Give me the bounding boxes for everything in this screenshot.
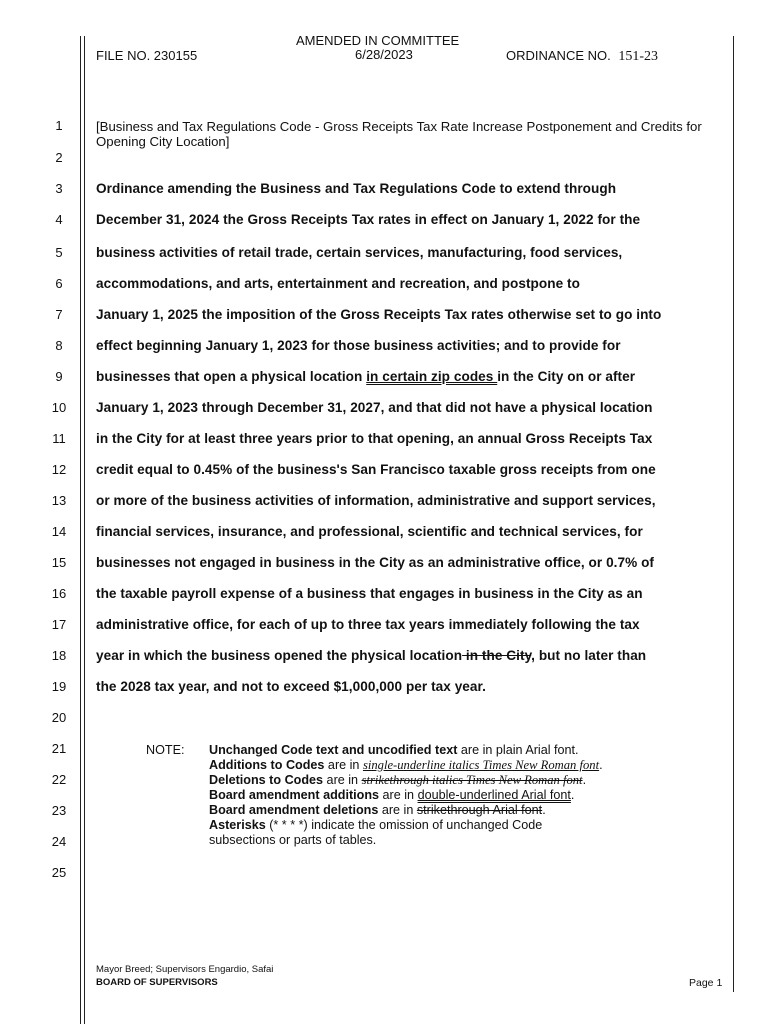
line-number: 4: [55, 212, 63, 227]
left-margin-rule-outer: [80, 36, 81, 1024]
left-margin-rule-inner: [84, 36, 85, 1024]
body-line-16: the taxable payroll expense of a business that engages in business in the City as an: [96, 586, 643, 601]
line-number: 23: [51, 803, 67, 818]
line-number: 14: [51, 524, 67, 539]
line-number: 18: [51, 648, 67, 663]
line-number: 19: [51, 679, 67, 694]
note-row-asterisks-cont: subsections or parts of tables.: [209, 833, 377, 847]
note-row-unchanged: Unchanged Code text and uncodified text are in plain Arial font.: [209, 743, 579, 757]
ordinance-number-label: ORDINANCE NO.: [506, 48, 611, 63]
line-number: 7: [55, 307, 63, 322]
amendment-addition-zip-codes: in certain zip codes: [366, 369, 498, 384]
ordinance-title: [Business and Tax Regulations Code - Gross Receipts Tax Rate Increase Postponement and Credits for Opening City Location]: [96, 119, 702, 149]
amended-in-committee: AMENDED IN COMMITTEE: [296, 33, 460, 48]
note-row-asterisks: Asterisks (* * * *) indicate the omission of unchanged Code: [209, 818, 543, 832]
line-number: 22: [51, 772, 67, 787]
right-margin-rule: [733, 36, 734, 992]
note-row-additions: Additions to Codes are in single-underline italics Times New Roman font.: [209, 758, 603, 772]
line-number: 15: [51, 555, 67, 570]
line-number: 17: [51, 617, 67, 632]
line-number: 3: [55, 181, 63, 196]
line-number: 5: [55, 245, 63, 260]
line-number: 24: [51, 834, 67, 849]
line-number: 1: [55, 118, 63, 133]
body-line-7: January 1, 2025 the imposition of the Gross Receipts Tax rates otherwise set to go into: [96, 307, 662, 322]
body-line-19: the 2028 tax year, and not to exceed $1,000,000 per tax year.: [96, 679, 486, 694]
note-row-board-deletions: Board amendment deletions are in strikethrough Arial font.: [209, 803, 546, 817]
page-number: Page 1: [689, 977, 723, 989]
body-line-18-c: , but no later than: [531, 648, 647, 663]
ordinance-number: [506, 48, 658, 65]
note-label: NOTE:: [146, 743, 185, 757]
body-line-4: December 31, 2024 the Gross Receipts Tax rates in effect on January 1, 2022 for the: [96, 212, 641, 227]
line-number: 25: [51, 865, 67, 880]
body-line-18: [96, 648, 646, 663]
line-number: 13: [51, 493, 67, 508]
body-line-5: business activities of retail trade, certain services, manufacturing, food services,: [96, 245, 623, 260]
line-number: 10: [51, 400, 67, 415]
line-number: 9: [55, 369, 63, 384]
amendment-date: 6/28/2023: [355, 47, 413, 62]
body-line-6: accommodations, and arts, entertainment and recreation, and postpone to: [96, 276, 580, 291]
body-line-18-a: year in which the business opened the physical location: [96, 648, 463, 663]
body-line-14: financial services, insurance, and professional, scientific and technical services, for: [96, 524, 643, 539]
body-line-13: or more of the business activities of information, administrative and support services,: [96, 493, 656, 508]
amendment-deletion-in-the-city: in the City: [462, 648, 532, 663]
line-number: 12: [51, 462, 67, 477]
line-number: 21: [51, 741, 67, 756]
line-number: 20: [51, 710, 67, 725]
body-line-9-a: businesses that open a physical location: [96, 369, 367, 384]
sponsors: Mayor Breed; Supervisors Engardio, Safai: [96, 964, 274, 975]
body-line-17: administrative office, for each of up to three tax years immediately following the tax: [96, 617, 640, 632]
body-line-11: in the City for at least three years prior to that opening, an annual Gross Receipts Tax: [96, 431, 653, 446]
note-block: [209, 743, 603, 848]
body-line-10: January 1, 2023 through December 31, 2027, and that did not have a physical location: [96, 400, 653, 415]
file-number: FILE NO. 230155: [96, 48, 198, 63]
line-number: 8: [55, 338, 63, 353]
body-line-3: Ordinance amending the Business and Tax Regulations Code to extend through: [96, 181, 617, 196]
ordinance-number-value: 151-23: [618, 49, 659, 64]
body-line-9-c: in the City on or after: [497, 369, 636, 384]
line-number: 16: [51, 586, 67, 601]
board-of-supervisors: BOARD OF SUPERVISORS: [96, 977, 218, 988]
body-line-9: [96, 369, 635, 384]
line-number: 6: [55, 276, 63, 291]
body-line-12: credit equal to 0.45% of the business's San Francisco taxable gross receipts from one: [96, 462, 656, 477]
note-row-board-additions: Board amendment additions are in double-underlined Arial font.: [209, 788, 575, 802]
body-line-15: businesses not engaged in business in the City as an administrative office, or 0.7% of: [96, 555, 655, 570]
line-number: 11: [52, 431, 66, 446]
note-row-deletions: Deletions to Codes are in strikethrough italics Times New Roman font.: [209, 773, 587, 787]
body-line-8: effect beginning January 1, 2023 for those business activities; and to provide for: [96, 338, 621, 353]
line-number: 2: [55, 150, 63, 165]
